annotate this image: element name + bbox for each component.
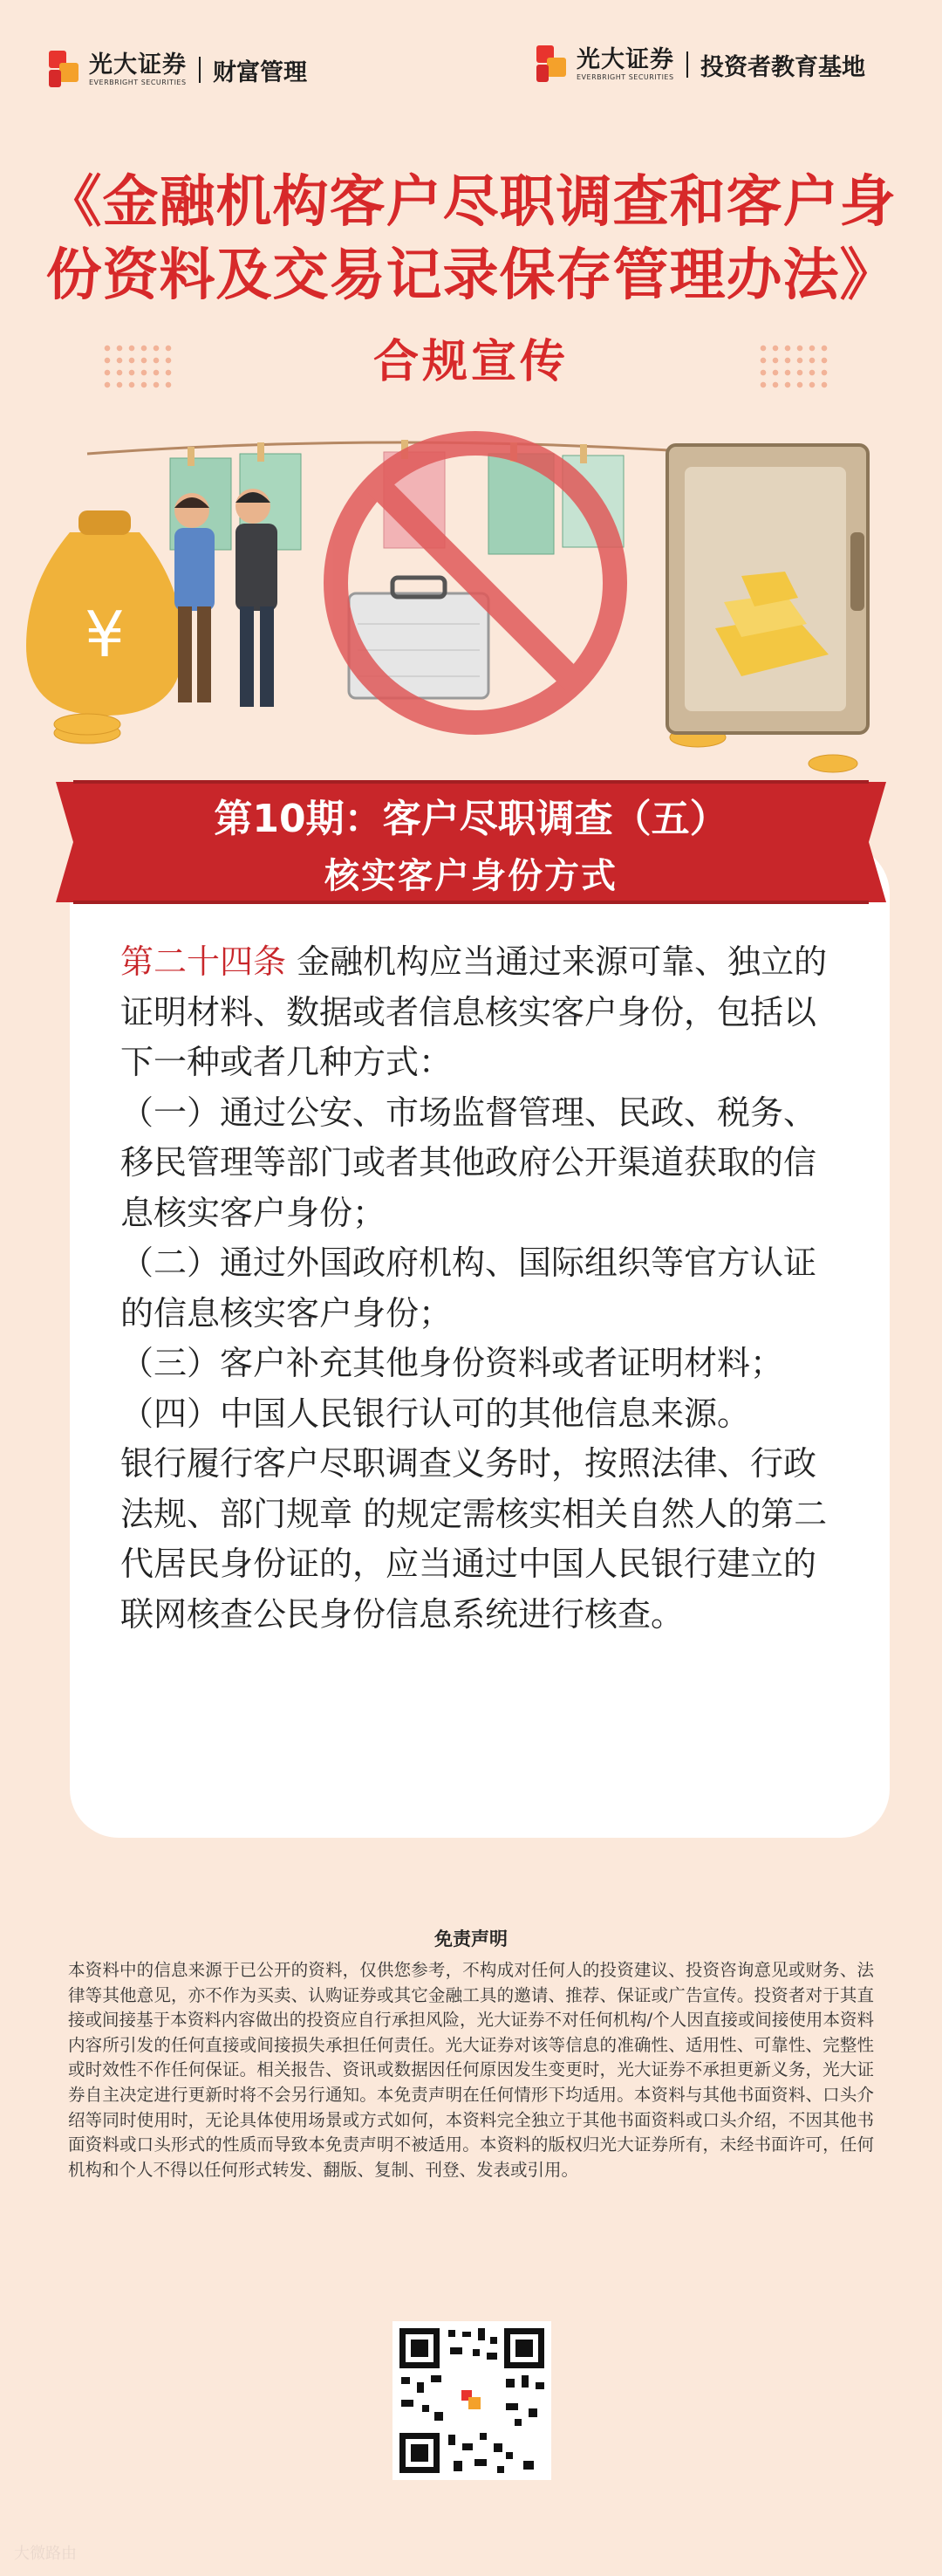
illustration xyxy=(17,428,925,794)
clause-text: 金融机构应当通过来源可靠、独立的证明材料、数据或者信息核实客户身份，包括以下一种或者几种方式： xyxy=(120,942,828,1081)
clause-item: （四）中国人民银行认可的其他信息来源。 xyxy=(120,1394,751,1433)
closing-paragraph: 银行履行客户尽职调查义务时，按照法律、行政法规、部门规章 的规定需核实相关自然人的第二代居民身份证的，应当通过中国人民银行建立的联网核查公民身份信息系统进行核查。 xyxy=(120,1444,828,1634)
money-bag-icon xyxy=(26,510,183,716)
page-title xyxy=(0,166,942,312)
episode-subtitle: 核实客户身份方式 xyxy=(324,856,618,896)
brand-name: 光大证券 xyxy=(89,51,187,79)
disclaimer-title: 免责声明 xyxy=(434,1929,508,1949)
page-title-line1: 《金融机构客户尽职调查和客户身 xyxy=(45,170,897,235)
qr-code-icon xyxy=(392,2321,551,2480)
clause-item: （一）通过公安、市场监督管理、民政、税务、移民管理等部门或者其他政府公开渠道获取的信息核实客户身份； xyxy=(120,1093,817,1232)
svg-text:¥: ¥ xyxy=(85,598,125,671)
everbright-logo-icon xyxy=(536,45,566,84)
disclaimer-body: 本资料中的信息来源于已公开的资料，仅供您参考，不构成对任何人的投资建议、投资咨询意见或财务、法律等其他意见，亦不作为买卖、认购证券或其它金融工具的邀请、推荐、保证或广告宣传。投资者对于其直接或间接基于本资料内容做出的投资应自行承担风险，光大证券不对任何机构/个人因直接或间接使用本资料内容所引发的任何直接或间接损失承担任何责任。光大证券对该等信息的准确性、适用性、可靠性、完整性或时效性不作任何保证。相关报告、资讯或数据因任何原因发生变更时，光大证券不承担更新义务，光大证券自主决定进行更新时将不会另行通知。本免责声明在任何情形下均适用。本资料与其他书面资料、口头介绍等同时使用时，无论具体使用场景或方式如何，本资料完全独立于其他书面资料或口头介绍，不因其他书面资料或口头形式的性质而导致本免责声明不被适用。本资料的版权归光大证券所有，未经书面许可，任何机构和个人不得以任何形式转发、翻版、复制、刊登、发表或引用。 xyxy=(68,1960,874,2180)
brand-name: 光大证券 xyxy=(577,46,674,73)
clause-item: （二）通过外国政府机构、国际组织等官方认证的信息核实客户身份； xyxy=(120,1243,817,1333)
everbright-logo-icon xyxy=(49,51,78,89)
page-subtitle: 合规宣传 xyxy=(372,336,569,388)
safe-with-gold-icon xyxy=(667,445,868,733)
right-logo xyxy=(536,38,865,91)
episode-title: 第10期：客户尽职调查（五） xyxy=(214,797,728,841)
watermark: 大微路由 xyxy=(14,2545,77,2563)
logo-divider xyxy=(686,51,688,78)
logo-divider xyxy=(199,57,201,83)
left-logo xyxy=(49,44,307,96)
brand-name-english: EVERBRIGHT SECURITIES xyxy=(89,79,187,86)
clause-label: 第二十四条 xyxy=(120,942,287,981)
clause-item: （三）客户补充其他身份资料或者证明材料； xyxy=(120,1344,784,1382)
brand-subtitle: 投资者教育基地 xyxy=(700,53,865,81)
brand-subtitle: 财富管理 xyxy=(213,58,307,86)
page-title-line2: 份资料及交易记录保存管理办法》 xyxy=(45,243,897,308)
clause-paragraph xyxy=(120,937,843,1088)
article-body xyxy=(120,937,843,1640)
brand-name-english: EVERBRIGHT SECURITIES xyxy=(577,73,674,81)
